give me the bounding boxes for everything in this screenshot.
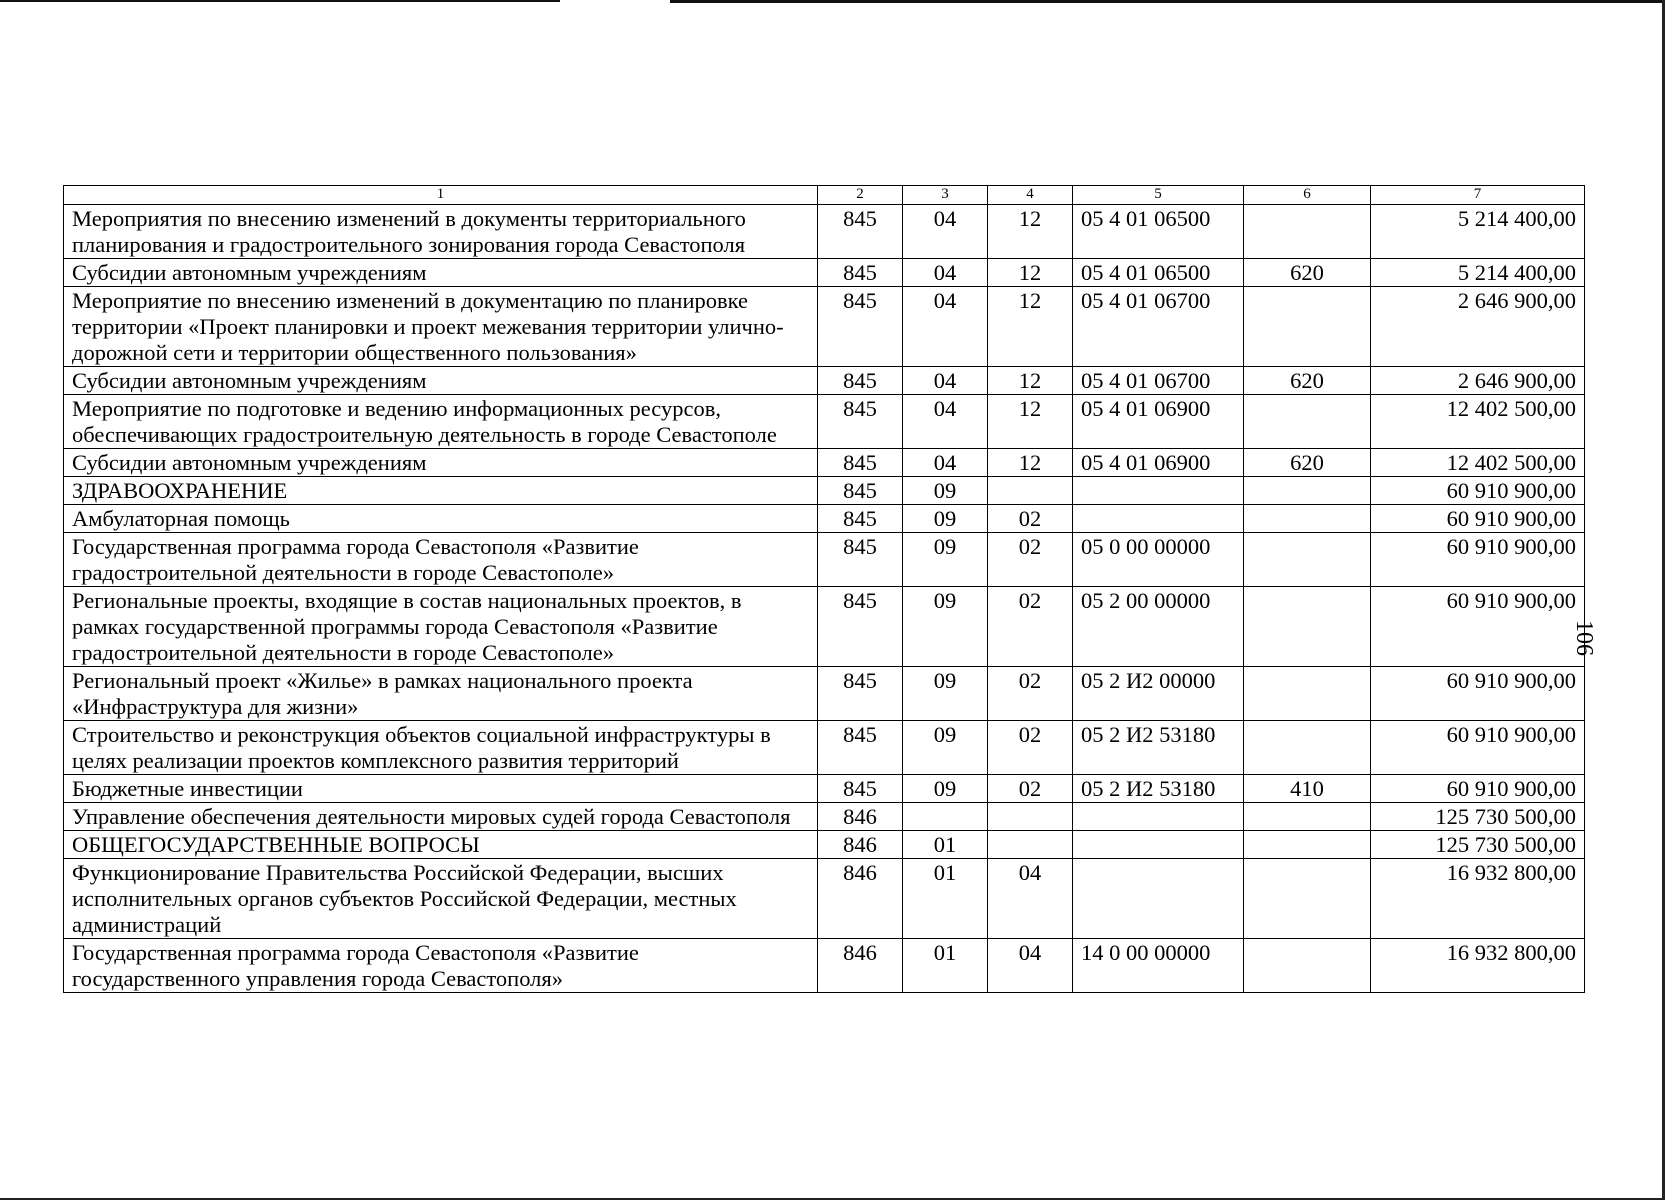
- department-code: 845: [818, 505, 903, 533]
- amount: 125 730 500,00: [1371, 803, 1585, 831]
- item-name: Субсидии автономным учреждениям: [64, 449, 818, 477]
- target-article-code: [1073, 859, 1244, 939]
- item-name: Региональные проекты, входящие в состав национальных проектов, в рамках государственной программы города Севастополя «Развитие градостроительной деятельности в городе Севастополе»: [64, 587, 818, 667]
- section-code: 04: [903, 287, 988, 367]
- expense-type-code: 620: [1244, 449, 1371, 477]
- expense-type-code: [1244, 533, 1371, 587]
- item-name: Бюджетные инвестиции: [64, 775, 818, 803]
- column-number: 6: [1244, 186, 1371, 205]
- section-code: 09: [903, 667, 988, 721]
- item-name: Амбулаторная помощь: [64, 505, 818, 533]
- subsection-code: 02: [988, 775, 1073, 803]
- table-body: [64, 205, 1585, 993]
- target-article-code: 05 4 01 06700: [1073, 287, 1244, 367]
- table-row: [64, 721, 1585, 775]
- department-code: 845: [818, 775, 903, 803]
- subsection-code: 02: [988, 721, 1073, 775]
- amount: 2 646 900,00: [1371, 367, 1585, 395]
- amount: 60 910 900,00: [1371, 533, 1585, 587]
- department-code: 845: [818, 259, 903, 287]
- subsection-code: 12: [988, 395, 1073, 449]
- expense-type-code: [1244, 587, 1371, 667]
- subsection-code: 12: [988, 259, 1073, 287]
- table-row: [64, 803, 1585, 831]
- amount: 60 910 900,00: [1371, 587, 1585, 667]
- subsection-code: 04: [988, 859, 1073, 939]
- amount: 60 910 900,00: [1371, 667, 1585, 721]
- target-article-code: 05 2 00 00000: [1073, 587, 1244, 667]
- subsection-code: 12: [988, 449, 1073, 477]
- table-row: [64, 259, 1585, 287]
- amount: 60 910 900,00: [1371, 505, 1585, 533]
- target-article-code: 05 4 01 06500: [1073, 205, 1244, 259]
- column-number: 5: [1073, 186, 1244, 205]
- item-name: Мероприятие по подготовке и ведению информационных ресурсов, обеспечивающих градостроительную деятельность в городе Севастополе: [64, 395, 818, 449]
- target-article-code: [1073, 477, 1244, 505]
- department-code: 846: [818, 803, 903, 831]
- expense-type-code: 620: [1244, 367, 1371, 395]
- amount: 5 214 400,00: [1371, 205, 1585, 259]
- expense-type-code: [1244, 721, 1371, 775]
- table-row: [64, 939, 1585, 993]
- department-code: 845: [818, 367, 903, 395]
- table-row: [64, 775, 1585, 803]
- section-code: 09: [903, 721, 988, 775]
- amount: 12 402 500,00: [1371, 395, 1585, 449]
- section-code: 01: [903, 831, 988, 859]
- table-row: [64, 449, 1585, 477]
- amount: 60 910 900,00: [1371, 721, 1585, 775]
- item-name: Региональный проект «Жилье» в рамках национального проекта «Инфраструктура для жизни»: [64, 667, 818, 721]
- subsection-code: [988, 831, 1073, 859]
- item-name: ЗДРАВООХРАНЕНИЕ: [64, 477, 818, 505]
- table-row: [64, 667, 1585, 721]
- expense-type-code: [1244, 395, 1371, 449]
- target-article-code: 05 4 01 06700: [1073, 367, 1244, 395]
- table-row: [64, 859, 1585, 939]
- section-code: 04: [903, 367, 988, 395]
- item-name: Управление обеспечения деятельности мировых судей города Севастополя: [64, 803, 818, 831]
- expense-type-code: [1244, 939, 1371, 993]
- expense-type-code: [1244, 477, 1371, 505]
- amount: 60 910 900,00: [1371, 775, 1585, 803]
- target-article-code: 14 0 00 00000: [1073, 939, 1244, 993]
- target-article-code: [1073, 505, 1244, 533]
- item-name: Функционирование Правительства Российской Федерации, высших исполнительных органов субъектов Российской Федерации, местных администраций: [64, 859, 818, 939]
- expense-type-code: [1244, 803, 1371, 831]
- section-code: 09: [903, 587, 988, 667]
- department-code: 845: [818, 721, 903, 775]
- amount: 125 730 500,00: [1371, 831, 1585, 859]
- department-code: 845: [818, 205, 903, 259]
- subsection-code: [988, 477, 1073, 505]
- expense-type-code: [1244, 831, 1371, 859]
- target-article-code: [1073, 831, 1244, 859]
- section-code: 01: [903, 859, 988, 939]
- table-row: [64, 287, 1585, 367]
- target-article-code: [1073, 803, 1244, 831]
- department-code: 846: [818, 939, 903, 993]
- column-number: 3: [903, 186, 988, 205]
- amount: 12 402 500,00: [1371, 449, 1585, 477]
- scan-edge-top: [0, 0, 560, 2]
- section-code: [903, 803, 988, 831]
- department-code: 845: [818, 395, 903, 449]
- table-row: [64, 477, 1585, 505]
- table-row: [64, 205, 1585, 259]
- item-name: Государственная программа города Севастополя «Развитие градостроительной деятельности в городе Севастополе»: [64, 533, 818, 587]
- target-article-code: 05 2 И2 53180: [1073, 721, 1244, 775]
- subsection-code: 12: [988, 367, 1073, 395]
- amount: 2 646 900,00: [1371, 287, 1585, 367]
- expense-type-code: [1244, 859, 1371, 939]
- table-row: [64, 505, 1585, 533]
- section-code: 09: [903, 775, 988, 803]
- subsection-code: 04: [988, 939, 1073, 993]
- column-number: 2: [818, 186, 903, 205]
- column-number-row: [64, 186, 1585, 205]
- department-code: 846: [818, 859, 903, 939]
- section-code: 09: [903, 533, 988, 587]
- column-number: 1: [64, 186, 818, 205]
- section-code: 04: [903, 205, 988, 259]
- subsection-code: 02: [988, 533, 1073, 587]
- table-row: [64, 367, 1585, 395]
- amount: 16 932 800,00: [1371, 859, 1585, 939]
- target-article-code: 05 0 00 00000: [1073, 533, 1244, 587]
- table-row: [64, 533, 1585, 587]
- subsection-code: 02: [988, 667, 1073, 721]
- department-code: 845: [818, 287, 903, 367]
- department-code: 845: [818, 587, 903, 667]
- expense-type-code: 410: [1244, 775, 1371, 803]
- table-row: [64, 395, 1585, 449]
- subsection-code: 12: [988, 287, 1073, 367]
- column-number: 7: [1371, 186, 1585, 205]
- subsection-code: [988, 803, 1073, 831]
- subsection-code: 02: [988, 505, 1073, 533]
- section-code: 09: [903, 477, 988, 505]
- expense-type-code: [1244, 287, 1371, 367]
- target-article-code: 05 2 И2 53180: [1073, 775, 1244, 803]
- section-code: 04: [903, 259, 988, 287]
- page-number: 106: [1571, 620, 1597, 656]
- department-code: 845: [818, 449, 903, 477]
- column-number: 4: [988, 186, 1073, 205]
- department-code: 845: [818, 533, 903, 587]
- expense-type-code: [1244, 505, 1371, 533]
- amount: 60 910 900,00: [1371, 477, 1585, 505]
- section-code: 09: [903, 505, 988, 533]
- table-row: [64, 831, 1585, 859]
- budget-table: [63, 185, 1585, 993]
- department-code: 845: [818, 477, 903, 505]
- item-name: Государственная программа города Севастополя «Развитие государственного управления города Севастополя»: [64, 939, 818, 993]
- target-article-code: 05 2 И2 00000: [1073, 667, 1244, 721]
- scan-edge-top-right: [670, 0, 1665, 3]
- subsection-code: 12: [988, 205, 1073, 259]
- item-name: ОБЩЕГОСУДАРСТВЕННЫЕ ВОПРОСЫ: [64, 831, 818, 859]
- subsection-code: 02: [988, 587, 1073, 667]
- department-code: 846: [818, 831, 903, 859]
- target-article-code: 05 4 01 06500: [1073, 259, 1244, 287]
- expense-type-code: 620: [1244, 259, 1371, 287]
- section-code: 04: [903, 395, 988, 449]
- table-row: [64, 587, 1585, 667]
- item-name: Мероприятие по внесению изменений в документацию по планировке территории «Проект планировки и проект межевания территории улично-дорожной сети и территории общественного пользования»: [64, 287, 818, 367]
- section-code: 04: [903, 449, 988, 477]
- amount: 16 932 800,00: [1371, 939, 1585, 993]
- section-code: 01: [903, 939, 988, 993]
- item-name: Субсидии автономным учреждениям: [64, 367, 818, 395]
- target-article-code: 05 4 01 06900: [1073, 449, 1244, 477]
- expense-type-code: [1244, 205, 1371, 259]
- department-code: 845: [818, 667, 903, 721]
- item-name: Субсидии автономным учреждениям: [64, 259, 818, 287]
- expense-type-code: [1244, 667, 1371, 721]
- item-name: Строительство и реконструкция объектов социальной инфраструктуры в целях реализации проектов комплексного развития территорий: [64, 721, 818, 775]
- item-name: Мероприятия по внесению изменений в документы территориального планирования и градостроительного зонирования города Севастополя: [64, 205, 818, 259]
- amount: 5 214 400,00: [1371, 259, 1585, 287]
- target-article-code: 05 4 01 06900: [1073, 395, 1244, 449]
